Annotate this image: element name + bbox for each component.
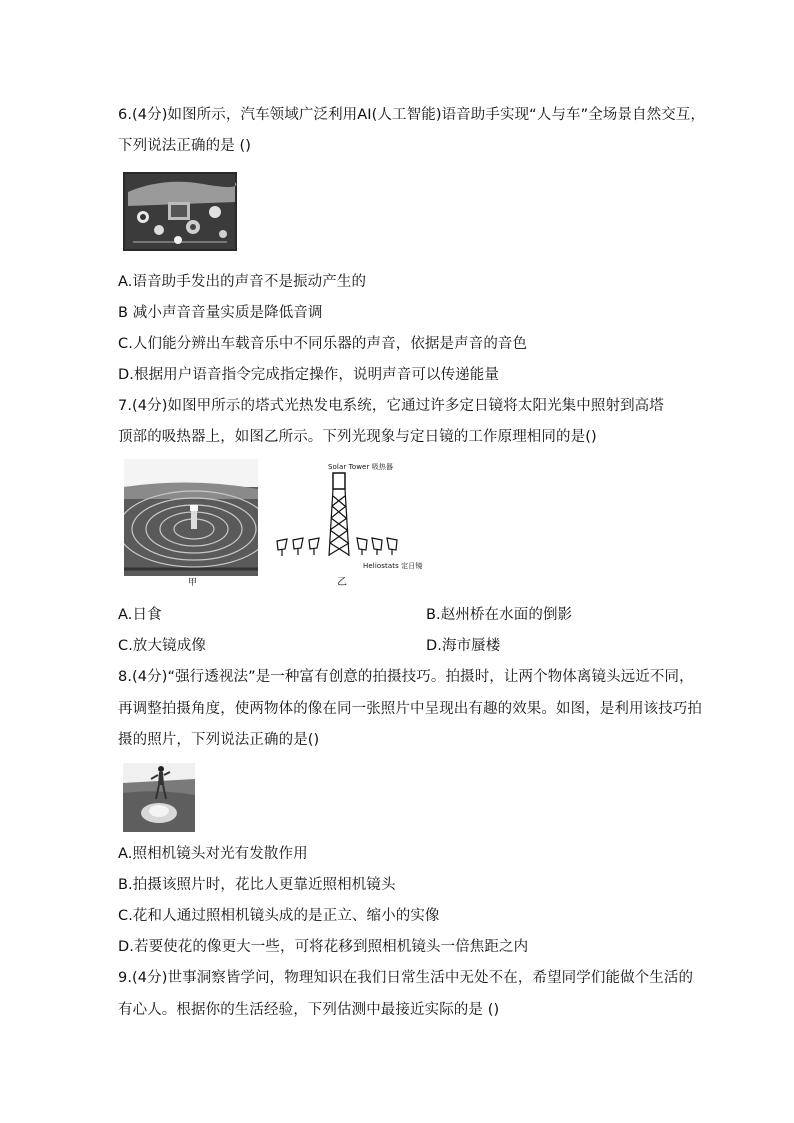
q7-tower-label: Solar Tower 吸热器 <box>328 463 394 471</box>
q6-option-c: C.人们能分辨出车载音乐中不同乐器的声音，依据是声音的音色 <box>118 336 528 352</box>
q6-option-b: B 减小声音音量实质是降低音调 <box>118 305 323 321</box>
q8-stem-line2: 再调整拍摄角度，使两物体的像在同一张照片中呈现出有趣的效果。如图，是利用该技巧拍 <box>118 701 702 717</box>
q8-option-a: A.照相机镜头对光有发散作用 <box>118 846 308 862</box>
q6-car-dashboard-photo <box>123 172 237 251</box>
q7-figure-yi-solar-tower-diagram <box>273 458 433 578</box>
q8-option-c: C.花和人通过照相机镜头成的是正立、缩小的实像 <box>118 908 440 924</box>
q6-option-a: A.语音助手发出的声音不是振动产生的 <box>118 274 367 290</box>
q9-stem-line2: 有心人。根据你的生活经验，下列估测中最接近实际的是 () <box>118 1002 500 1018</box>
q7-option-a: A.日食 <box>118 607 162 623</box>
q7-figure-jia-heliostat-field-photo <box>124 459 258 576</box>
q8-forced-perspective-photo <box>123 763 195 832</box>
q7-option-d: D.海市蜃楼 <box>426 638 501 654</box>
q7-heliostat-label: Heliostats 定日镜 <box>363 562 423 570</box>
q8-option-b: B.拍摄该照片时，花比人更靠近照相机镜头 <box>118 877 396 893</box>
q7-figure-jia-label: 甲 <box>188 578 198 588</box>
q7-figure-yi-label: 乙 <box>337 577 348 588</box>
q8-stem-line1: 8.(4分)“强行透视法”是一种富有创意的拍摄技巧。拍摄时，让两个物体离镜头远近不同， <box>118 669 694 685</box>
q9-stem-line1: 9.(4分)世事洞察皆学问，物理知识在我们日常生活中无处不在，希望同学们能做个生活的 <box>118 970 694 986</box>
q7-option-b: B.赵州桥在水面的倒影 <box>426 607 573 623</box>
q7-option-c: C.放大镜成像 <box>118 638 206 654</box>
q8-option-d: D.若要使花的像更大一些，可将花移到照相机镜头一倍焦距之内 <box>118 939 529 955</box>
q7-stem-line1: 7.(4分)如图甲所示的塔式光热发电系统，它通过许多定日镜将太阳光集中照射到高塔 <box>118 398 664 414</box>
q6-option-d: D.根据用户语音指令完成指定操作，说明声音可以传递能量 <box>118 367 499 383</box>
q8-stem-line3: 摄的照片，下列说法正确的是() <box>118 732 320 748</box>
q6-stem-line1: 6.(4分)如图所示，汽车领域广泛利用AI(人工智能)语音助手实现“人与车”全场景自然交互， <box>118 107 706 123</box>
q6-stem-line2: 下列说法正确的是 () <box>118 138 252 154</box>
q7-stem-line2: 顶部的吸热器上，如图乙所示。下列光现象与定日镜的工作原理相同的是() <box>118 429 597 445</box>
